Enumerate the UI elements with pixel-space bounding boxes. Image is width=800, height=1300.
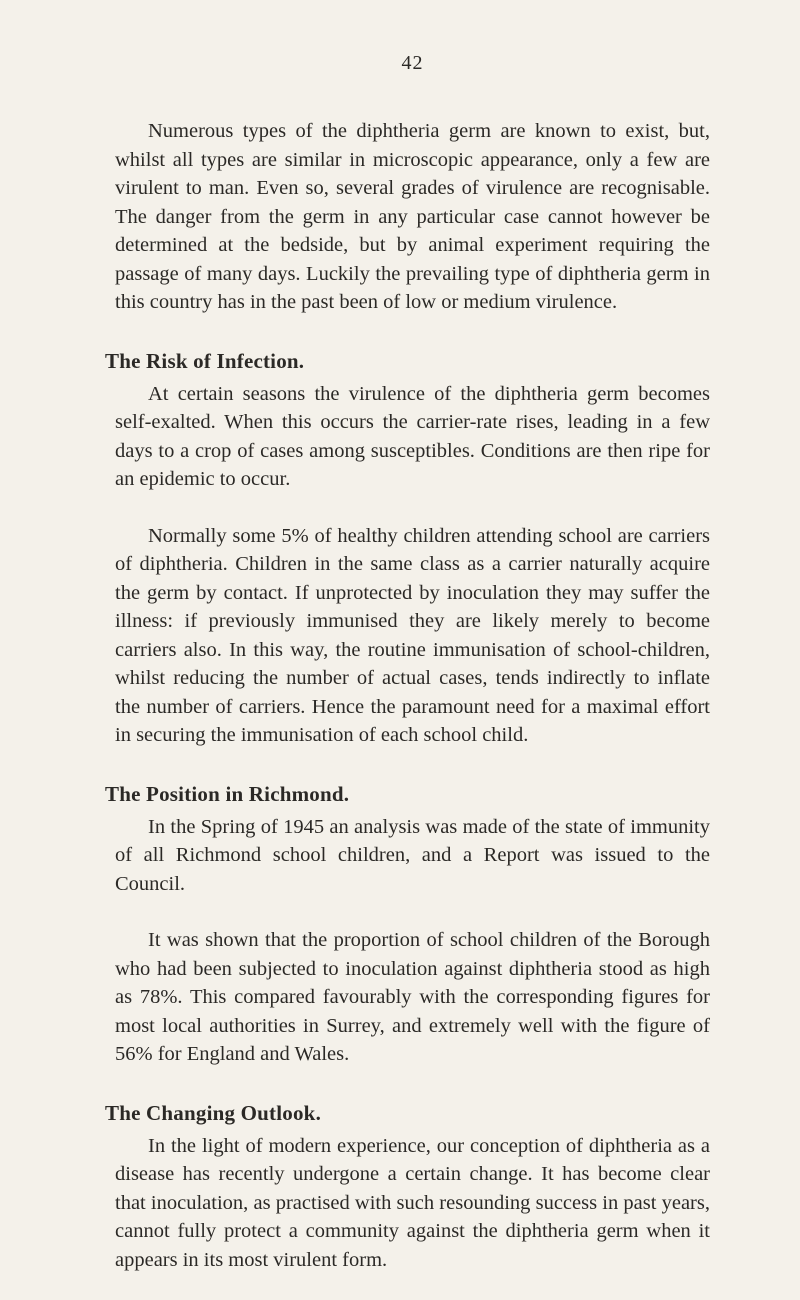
paragraph-richmond-2: It was shown that the proportion of school children of the Borough who had been subjected to inoculation against diphtheria stood as high as 78%. This compared favourably with the corresponding figures for most local authorities in Surrey, and extremely well with the figure of 56% for England and Wales.: [115, 929, 710, 1065]
paragraph-risk-2: Normally some 5% of healthy children attending school are carriers of diphtheria. Children in the same class as a carrier naturally acquire the germ by contact. If unprotected by inoculation they may suffer the illness: if previously immunised they are likely merely to become carriers also. In this way, the routine immunisation of school-children, whilst reducing the number of actual cases, tends indirectly to inflate the number of carriers. Hence the paramount need for a maximal effort in securing the immunisation of each school child.: [115, 524, 710, 746]
page-number: 42: [401, 52, 424, 74]
section-heading-position-in-richmond: The Position in Richmond.: [105, 781, 350, 806]
paragraph-outlook-1: In the light of modern experience, our conception of diphtheria as a disease has recently undergone a certain change. It has become clear that inoculation, as practised with such resounding success in past years, cannot fully protect a community against the diphtheria germ when it appears in its most virulent form.: [115, 1134, 710, 1271]
paragraph-richmond-1: In the Spring of 1945 an analysis was made of the state of immunity of all Richmond school children, and a Report was issued to the Council.: [115, 815, 710, 895]
intro-paragraph: Numerous types of the diphtheria germ are known to exist, but, whilst all types are similar in microscopic appearance, only a few are virulent to man. Even so, several grades of virulence are recognisable. The danger from the germ in any particular case cannot however be determined at the bedside, but by animal experiment requiring the passage of many days. Luckily the prevailing type of diphtheria germ in this country has in the past been of low or medium virulence.: [115, 120, 710, 313]
section-heading-changing-outlook: The Changing Outlook.: [105, 1100, 322, 1125]
section-heading-risk-of-infection: The Risk of Infection.: [105, 348, 305, 373]
paragraph-risk-1: At certain seasons the virulence of the diphtheria germ becomes self-exalted. When this occurs the carrier-rate rises, leading in a few days to a crop of cases among susceptibles. Conditions are then ripe for an epidemic to occur.: [115, 382, 710, 490]
